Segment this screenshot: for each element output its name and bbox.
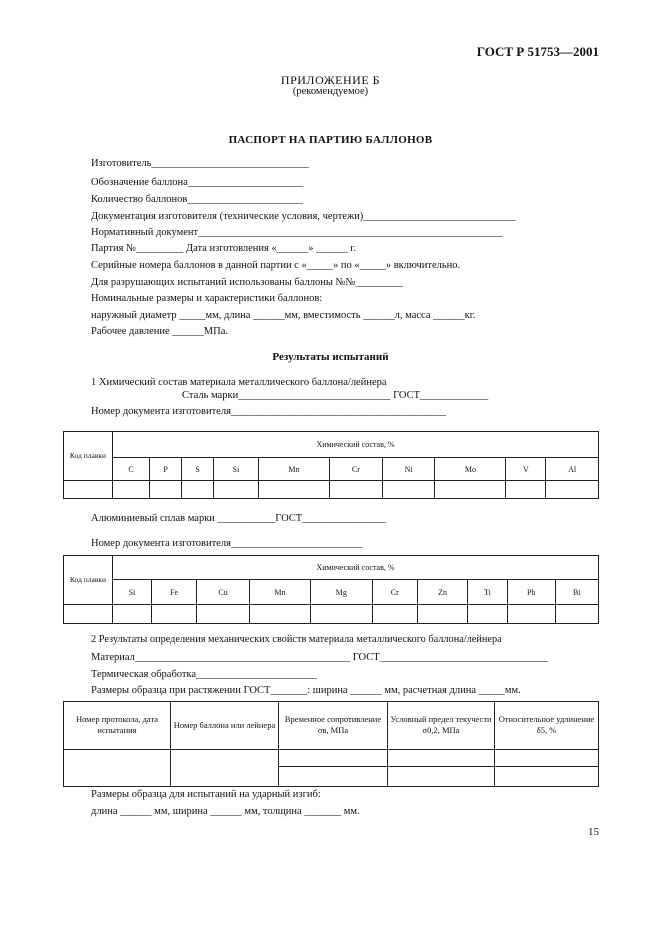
cylinder-count-line: Количество баллонов______________________ — [91, 194, 303, 205]
serial-numbers-line: Серийные номера баллонов в данной партии с «_____» по «_____» включительно. — [91, 260, 461, 271]
element-cr: Cr — [372, 580, 418, 605]
passport-title: ПАСПОРТ НА ПАРТИЮ БАЛЛОНОВ — [228, 134, 433, 146]
element-v: V — [506, 458, 546, 481]
element-bi: Bi — [555, 580, 598, 605]
results-title: Результаты испытаний — [272, 351, 389, 363]
impact-dimensions-line: длина ______ мм, ширина ______ мм, толщина _______ мм. — [91, 806, 360, 817]
section1-title: 1 Химический состав материала металлического баллона/лейнера — [91, 377, 387, 388]
manufacturer-docs-line: Документация изготовителя (технические условия, чертежи)_____________________________ — [91, 211, 516, 222]
batch-date-line: Партия №_________ Дата изготовления «______» ______ г. — [91, 243, 356, 254]
tensile-strength-header: Временное сопротивление σв, МПа — [279, 702, 388, 750]
element-c: C — [113, 458, 150, 481]
elongation-header: Относительное удлинение δ5, % — [495, 702, 599, 750]
element-ni: Ni — [382, 458, 435, 481]
page-number: 15 — [588, 826, 599, 838]
working-pressure-line: Рабочее давление ______МПа. — [91, 326, 228, 337]
element-mo: Mo — [435, 458, 506, 481]
cylinder-number-header: Номер баллона или лейнера — [171, 702, 279, 750]
steel-docnum-line: Номер документа изготовителя_________________________________________ — [91, 406, 447, 417]
manufacturer-line: Изготовитель______________________________ — [91, 158, 309, 169]
element-p: P — [150, 458, 182, 481]
steel-chem-table — [63, 431, 599, 499]
element-pb: Pb — [507, 580, 555, 605]
aluminium-chem-table — [63, 555, 599, 624]
aluminium-grade-line: Алюминиевый сплав марки ___________ГОСТ________________ — [91, 513, 387, 524]
appendix-title: ПРИЛОЖЕНИЕ Б — [280, 73, 381, 87]
batch-code-header: Код плавки — [64, 432, 113, 481]
destructive-tests-line: Для разрушающих испытаний использованы баллоны №№_________ — [91, 277, 403, 288]
appendix-subtitle: (рекомендуемое) — [292, 86, 369, 97]
aluminium-docnum-line: Номер документа изготовителя_________________________ — [91, 538, 363, 549]
element-s: S — [182, 458, 214, 481]
table-row — [64, 749, 599, 766]
element-zn: Zn — [418, 580, 468, 605]
normative-doc-line: Нормативный документ__________________________________________________________ — [91, 227, 503, 238]
element-fe: Fe — [151, 580, 197, 605]
element-mn: Mn — [249, 580, 310, 605]
element-al: Al — [546, 458, 599, 481]
element-ti: Ti — [468, 580, 508, 605]
table-row — [64, 481, 599, 499]
dimensions-values-line: наружный диаметр _____мм, длина ______мм, вместимость ______л, масса ______кг. — [91, 310, 476, 321]
table-row — [64, 605, 599, 624]
element-si: Si — [214, 458, 259, 481]
section2-title: 2 Результаты определения механических свойств материала металлического баллона/лейнера — [91, 634, 502, 645]
chem-composition-header: Химический состав, % — [113, 432, 599, 458]
element-mn: Mn — [258, 458, 329, 481]
impact-sample-line: Размеры образца для испытаний на ударный изгиб: — [91, 789, 321, 800]
material-line: Материал_________________________________________ ГОСТ________________________________ — [91, 652, 548, 663]
mechanical-properties-table — [63, 701, 599, 787]
steel-grade-line: Сталь марки_____________________________ ГОСТ_____________ — [182, 390, 489, 401]
yield-strength-header: Условный предел текучести σ0,2, МПа — [388, 702, 495, 750]
nominal-dimensions-line: Номинальные размеры и характеристики баллонов: — [91, 293, 323, 304]
batch-code-header: Код плавки — [64, 556, 113, 605]
element-si: Si — [113, 580, 152, 605]
chem-composition-header: Химический состав, % — [113, 556, 599, 580]
element-cr: Cr — [330, 458, 383, 481]
tension-sample-line: Размеры образца при растяжении ГОСТ_______: ширина ______ мм, расчетная длина _____мм. — [91, 685, 521, 696]
cylinder-designation-line: Обозначение баллона______________________ — [91, 177, 304, 188]
element-cu: Cu — [197, 580, 249, 605]
standard-number: ГОСТ Р 51753—2001 — [476, 44, 599, 59]
protocol-date-header: Номер протокола, дата испытания — [64, 702, 171, 750]
heat-treatment-line: Термическая обработка_______________________ — [91, 669, 317, 680]
element-mg: Mg — [311, 580, 372, 605]
